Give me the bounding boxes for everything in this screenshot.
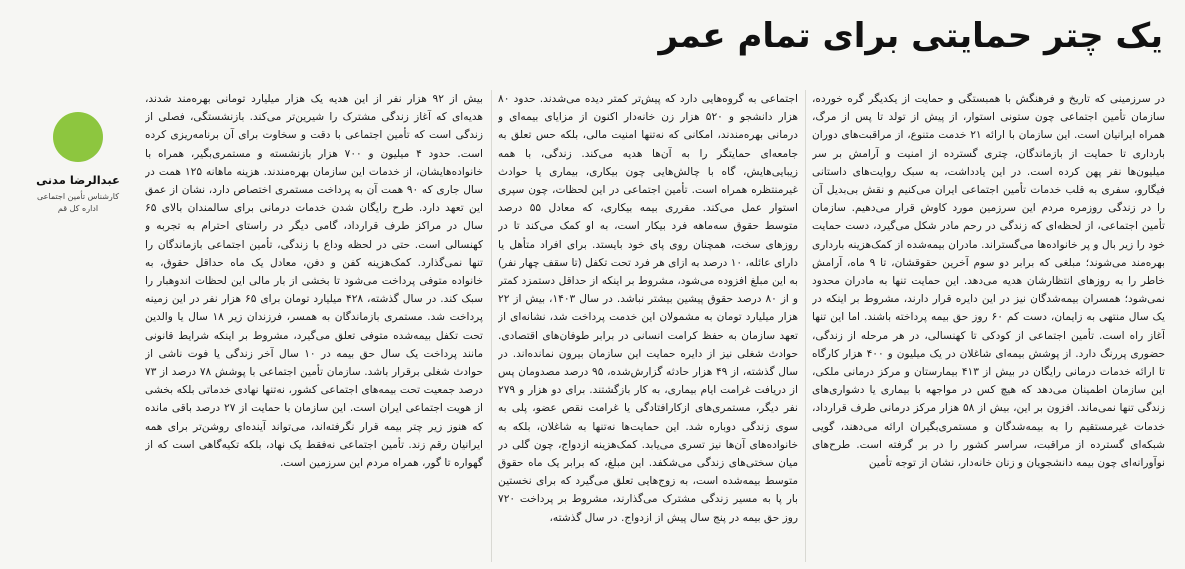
- article-column-1: [812, 90, 1165, 564]
- column-text: در سرزمینی که تاریخ و فرهنگش با همبستگی و حمایت از یکدیگر گره خورده، سازمان تأمین اجتماعی چون ستونی استوار، از پیش از تولد تا پس از مرگ، همراه ایرانیان است. این سازمان با ارائه ۲۱ خدمت متنوع، از مراقبت‌های دوران بارداری تا حمایت از بازماندگان، چتری گسترده از امنیت و آرامش بر سر میلیون‌ها نفر پهن کرده است. در این یادداشت، به سبک روایت‌های داستانی فیگارو، سفری به قلب خدمات تأمین اجتماعی ایران می‌کنیم و نقش بی‌بدیل آن را در زندگی روزمره مردم این سرزمین مورد کاوش قرار می‌دهیم. سازمان تأمین اجتماعی، از لحظه‌ای که زندگی در رحم مادر شکل می‌گیرد، دست حمایت خود را زیر بال و پر خانواده‌ها می‌گستراند. مادران بیمه‌شده از کمک‌هزینه بارداری بهره‌مند می‌شوند؛ مبلغی که برابر دو سوم آخرین حقوقشان، تا ۹ ماه، آرامش خاطر را به روزهای انتظارشان هدیه می‌دهد. این حمایت تنها به مادران محدود نمی‌شود؛ همسران بیمه‌شدگان نیز در این دایره قرار دارند، مشروط بر اینکه در یک سال منتهی به زایمان، دست کم ۶۰ روز حق بیمه پرداخته باشند. اما این تنها آغاز راه است. تأمین اجتماعی از کودکی تا کهنسالی، در هر مرحله از زندگی، حضوری پررنگ دارد. از پوشش بیمه‌ای شاغلان در یک میلیون و ۴۰۰ هزار کارگاه تا ارائه خدمات درمانی رایگان در بیش از ۴۱۳ بیمارستان و مرکز درمانی ملکی، این سازمان اطمینان می‌دهد که هیچ کس در مواجهه با بیماری یا دشواری‌های زندگی تنها نمی‌ماند. افزون بر این، بیش از ۵۸ هزار مرکز درمانی طرف قرارداد، خدمات غیرمستقیم را به بیمه‌شدگان و مستمری‌بگیران ارائه می‌دهند، گویی شبکه‌ای گسترده از مراقبت، سراسر کشور را در بر گرفته است. طرح‌های نوآورانه‌ای چون بیمه دانشجویان و زنان خانه‌دار، نشان از توجه تأمین: [812, 93, 1165, 470]
- column-text: اجتماعی به گروه‌هایی دارد که پیش‌تر کمتر دیده می‌شدند. حدود ۸۰ هزار دانشجو و ۵۲۰ هزار زن خانه‌دار اکنون از مزایای بیمه‌ای و درمانی بهره‌مندند، امکانی که نه‌تنها امنیت مالی، بلکه حس تعلق به جامعه‌ای حمایتگر را به آن‌ها هدیه می‌کند. زندگی، با همه زیبایی‌هایش، گاه با چالش‌هایی چون بیکاری، بیماری یا حوادث غیرمنتظره همراه است. تأمین اجتماعی در این لحظات، چون سپری استوار عمل می‌کند. مقرری بیمه بیکاری، که معادل ۵۵ درصد متوسط حقوق سه‌ماهه فرد بیکار است، به او کمک می‌کند تا در روزهای سخت، همچنان روی پای خود بایستد. برای افراد متأهل یا دارای عائله، ۱۰ درصد به ازای هر فرد تحت تکفل (تا سقف چهار نفر) به این مبلغ افزوده می‌شود، مشروط بر اینکه از حداقل دستمزد کمتر و از ۸۰ درصد حقوق پیشین بیشتر نباشد. در سال ۱۴۰۳، بیش از ۲۲ هزار میلیارد تومان به مشمولان این خدمت پرداخت شد، نشانه‌ای از تعهد سازمان به حفظ کرامت انسانی در برابر طوفان‌های اقتصادی. حوادث شغلی نیز از دایره حمایت این سازمان بیرون نمانده‌اند. در سال گذشته، از ۴۹ هزار حادثه گزارش‌شده، ۹۵ درصد مصدومان پس از دریافت غرامت ایام بیماری، به کار بازگشتند. برای دو هزار و ۲۷۹ نفر دیگر، مستمری‌های ازکارافتادگی یا غرامت نقص عضو، پلی به سوی زندگی دوباره شد. این حمایت‌ها نه‌تنها به شاغلان، بلکه به خانواده‌های آن‌ها نیز تسری می‌یابد. کمک‌هزینه ازدواج، چون گلی در میان سختی‌های زندگی می‌شکفد. این مبلغ، که برابر یک ماه حقوق متوسط بیمه‌شده است، به زوج‌هایی تعلق می‌گیرد که برای نخستین بار پا به مسیر زندگی مشترک می‌گذارند، مشروط بر پرداخت ۷۲۰ روز حق بیمه در پنج سال پیش از ازدواج. در سال گذشته،: [498, 93, 798, 524]
- column-divider: [805, 90, 806, 562]
- article-title: یک چتر حمایتی برای تمام عمر: [658, 16, 1163, 56]
- article-column-2: [498, 90, 798, 564]
- article-column-3: [145, 90, 483, 564]
- author-box: [28, 112, 128, 215]
- author-avatar-circle: [53, 112, 103, 162]
- column-text: بیش از ۹۲ هزار نفر از این هدیه یک هزار میلیارد تومانی بهره‌مند شدند، هدیه‌ای که آغاز زندگی مشترک را شیرین‌تر می‌کند. بازنشستگی، فصلی از زندگی است که تأمین اجتماعی با دقت و سخاوت برای آن برنامه‌ریزی کرده است. حدود ۴ میلیون و ۷۰۰ هزار بازنشسته و مستمری‌بگیر، همراه با خانواده‌هایشان، از خدمات این سازمان بهره‌مندند. هزینه ماهانه ۱۲۵ همت در سال جاری که ۹۰ همت آن به پرداخت مستمری اختصاص دارد، نشان از عمق این تعهد دارد. طرح رایگان شدن خدمات درمانی برای سالمندان بالای ۶۵ سال در مراکز طرف قرارداد، گامی دیگر در راستای احترام به تجربه و کهنسالی است. حتی در لحظه وداع با زندگی، تأمین اجتماعی بازماندگان را تنها نمی‌گذارد. کمک‌هزینه کفن و دفن، معادل یک ماه حداقل حقوق، به خانواده متوفی پرداخت می‌شود تا بخشی از بار مالی این لحظات اندوهبار را سبک کند. در سال گذشته، ۴۲۸ میلیارد تومان برای ۶۵ هزار نفر در این زمینه پرداخت شد. مستمری بازماندگان به همسر، فرزندان زیر ۱۸ سال یا والدین تحت تکفل بیمه‌شده متوفی تعلق می‌گیرد، مشروط بر اینکه شرایط قانونی مانند پرداخت یک سال حق بیمه در ۱۰ سال آخر زندگی یا فوت ناشی از حوادث شغلی برقرار باشد. سازمان تأمین اجتماعی با پوشش ۷۸ درصد از ۷۳ درصد جمعیت تحت بیمه‌های اجتماعی کشور، نه‌تنها نهادی خدماتی بلکه بخشی از هویت اجتماعی ایران است. این سازمان با حمایت از ۲۷ درصد باقی مانده که هنوز زیر چتر بیمه قرار نگرفته‌اند، می‌تواند آینده‌ای روشن‌تر برای همه ایرانیان رقم زند. تأمین اجتماعی نه‌فقط یک نهاد، بلکه تکیه‌گاهی است که از گهواره تا گور، همراه مردم این سرزمین است.: [145, 93, 483, 470]
- author-name: عبدالرضا مدنی: [36, 173, 120, 187]
- author-role: کارشناس تأمین اجتماعی اداره کل قم: [36, 192, 120, 213]
- column-divider: [491, 90, 492, 562]
